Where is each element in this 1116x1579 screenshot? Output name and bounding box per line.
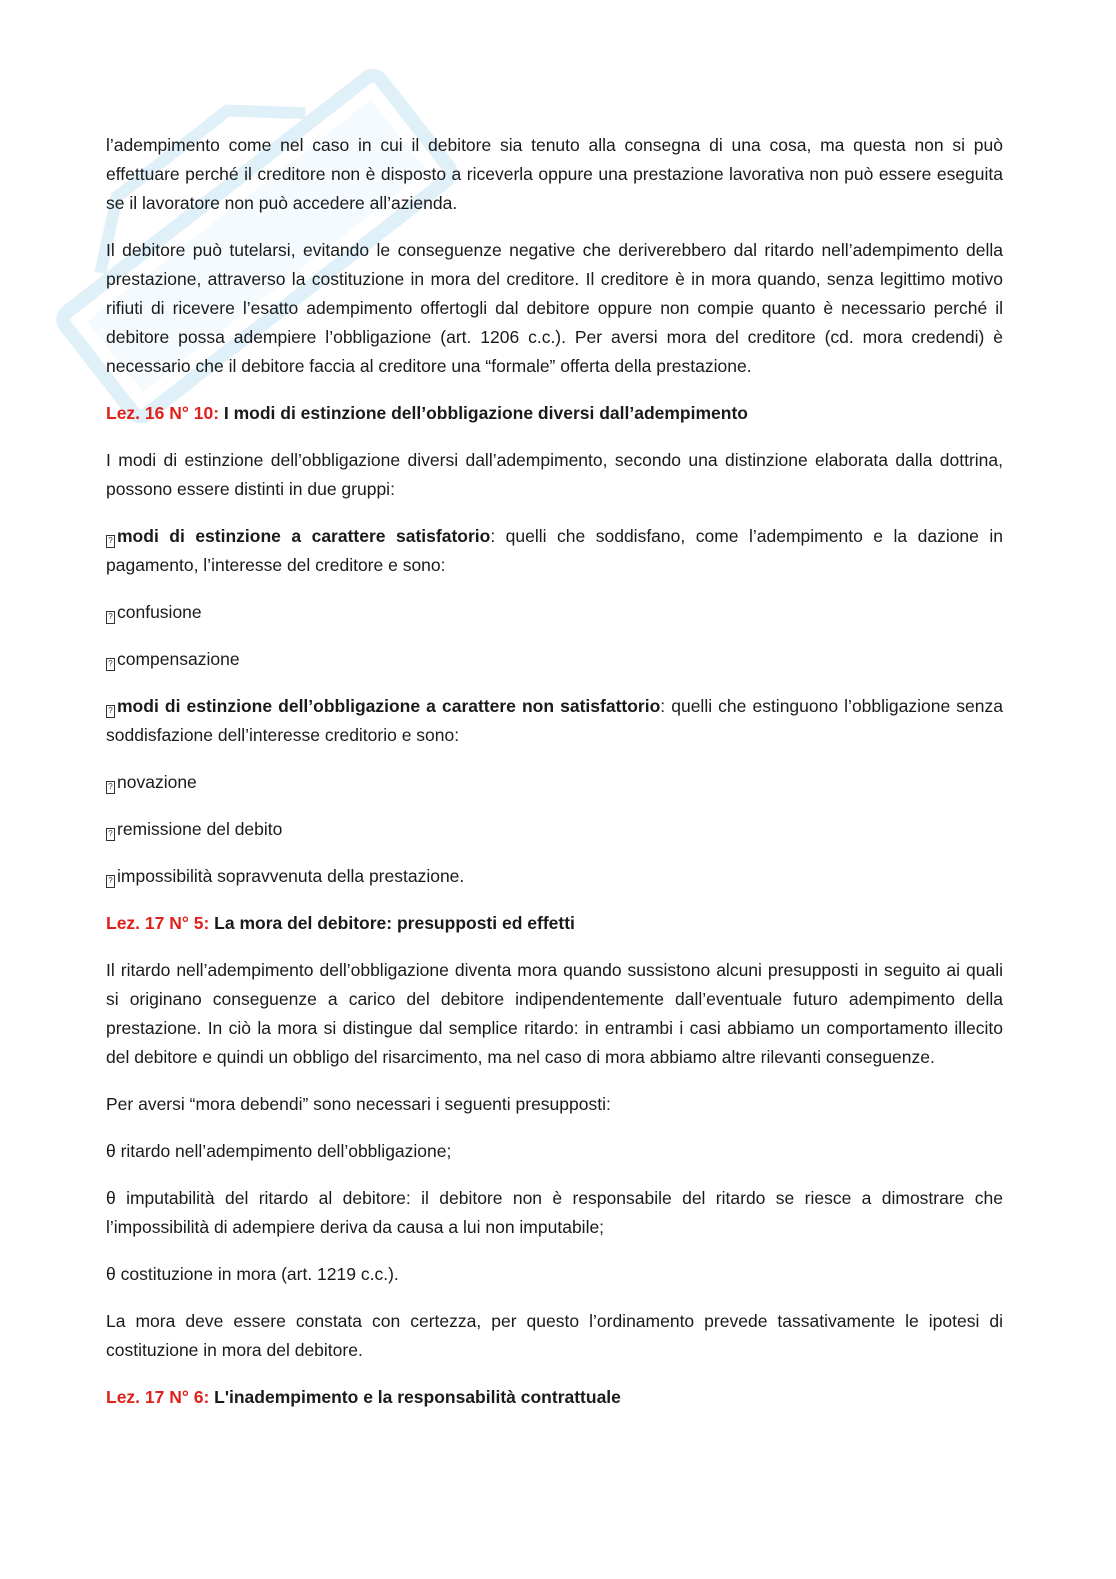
paragraph-2: Il debitore può tutelarsi, evitando le conseguenze negative che deriverebbero dal ritardo nell’adempimento della prestazione, attraverso la costituzione in mora del creditore. Il creditore è in mora quando, senza legittimo motivo rifiuti di ricevere l’esatto adempimento offertogli dal debitore oppure non compie quanto è necessario perché il debitore possa adempiere l’obbligazione (art. 1206 c.c.). Per aversi mora del creditore (cd. mora credendi) è necessario che il debitore faccia al creditore una “formale” offerta della prestazione. [106,240,1003,376]
list-item [106,815,1003,844]
bullet-icon: ? [106,875,115,888]
list-item-text: confusione [117,602,202,622]
document-page [106,131,1003,1430]
list-item [106,598,1003,627]
lesson-number: Lez. 16 N° 10: [106,403,220,423]
theta-item: θ costituzione in mora (art. 1219 c.c.). [106,1264,399,1284]
theta-item: θ ritardo nell’adempimento dell’obbligazione; [106,1141,452,1161]
section-title: L'inadempimento e la responsabilità contrattuale [209,1387,621,1407]
group-title: modi di estinzione dell’obbligazione a carattere non satisfattorio [117,696,661,716]
list-item [106,645,1003,674]
group-title: modi di estinzione a carattere satisfatorio [117,526,491,546]
paragraph-1: l’adempimento come nel caso in cui il debitore sia tenuto alla consegna di una cosa, ma questa non si può effettuare perché il creditore non è disposto a riceverla oppure una prestazione lavorativa non può essere eseguita se il lavoratore non può accedere all’azienda. [106,135,1003,213]
section-heading-lez16 [106,399,1003,428]
section-heading-lez17-5 [106,909,1003,938]
bullet-icon: ? [106,705,115,718]
lesson-number: Lez. 17 N° 5: [106,913,210,933]
section-title: La mora del debitore: presupposti ed effetti [209,913,575,933]
section2-paragraph-1: Il ritardo nell’adempimento dell’obbligazione diventa mora quando sussistono alcuni presupposti in seguito ai quali si originano conseguenze a carico del debitore indipendentemente dall’eventuale futuro adempimento della prestazione. In ciò la mora si distingue dal semplice ritardo: in entrambi i casi abbiamo un comportamento illecito del debitore e quindi un obbligo del risarcimento, ma nel caso di mora abbiamo altre rilevanti conseguenze. [106,960,1003,1067]
bullet-icon: ? [106,658,115,671]
bullet-icon: ? [106,611,115,624]
list-item [106,768,1003,797]
bullet-icon: ? [106,535,115,548]
list-item-text: impossibilità sopravvenuta della prestazione. [117,866,465,886]
theta-item: θ imputabilità del ritardo al debitore: il debitore non è responsabile del ritardo se riesce a dimostrare che l’impossibilità di adempiere deriva da causa a lui non imputabile; [106,1188,1003,1237]
lesson-number: Lez. 17 N° 6: [106,1387,210,1407]
list-item-text: novazione [117,772,197,792]
bullet-icon: ? [106,781,115,794]
list-item [106,862,1003,891]
section-title: I modi di estinzione dell’obbligazione diversi dall’adempimento [219,403,748,423]
section1-intro: I modi di estinzione dell’obbligazione diversi dall’adempimento, secondo una distinzione elaborata dalla dottrina, possono essere distinti in due gruppi: [106,450,1003,499]
group-description: : quelli che soddisfano, come l’adempimento e la dazione in pagamento, l’interesse del creditore e sono: [106,526,1004,575]
group-description: : quelli che estinguono l’obbligazione senza soddisfazione dell’interesse creditorio e sono: [106,696,1003,745]
list-item-text: remissione del debito [117,819,283,839]
list-item-text: compensazione [117,649,240,669]
section2-paragraph-3: La mora deve essere constata con certezza, per questo l’ordinamento prevede tassativamente le ipotesi di costituzione in mora del debitore. [106,1311,1003,1360]
group-non-satisfattorio [106,692,1003,750]
bullet-icon: ? [106,828,115,841]
section-heading-lez17-6 [106,1383,1003,1412]
section2-paragraph-2: Per aversi “mora debendi” sono necessari i seguenti presupposti: [106,1094,611,1114]
group-satisfatorio [106,522,1003,580]
